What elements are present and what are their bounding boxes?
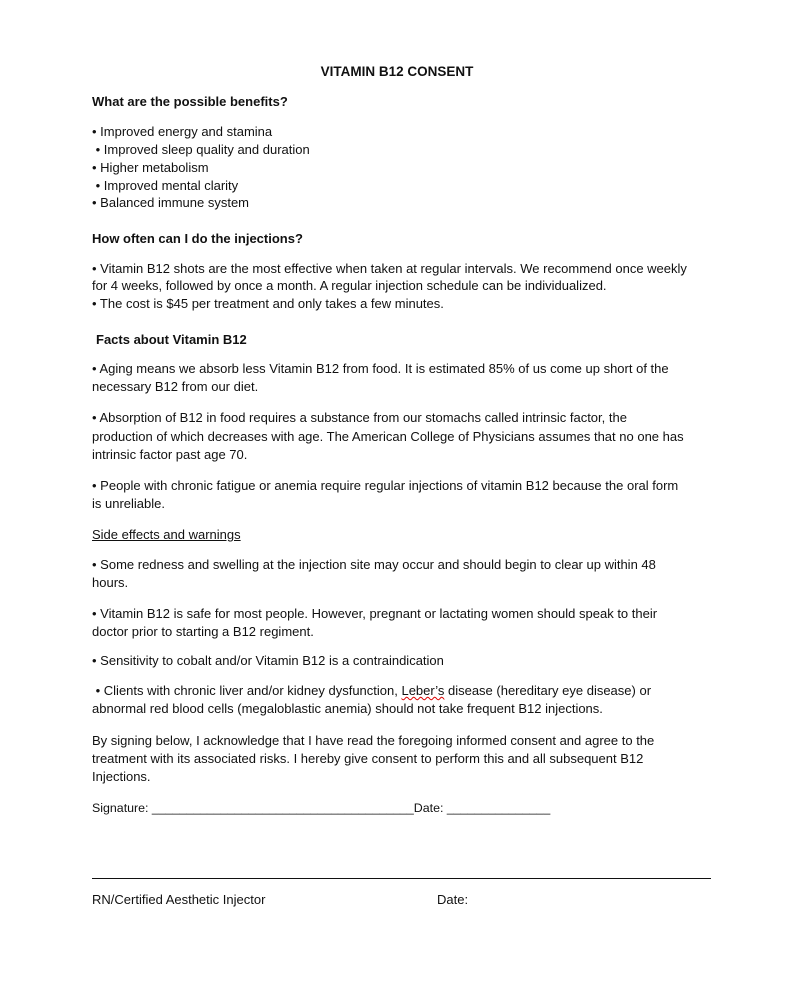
document-title: VITAMIN B12 CONSENT bbox=[320, 64, 474, 79]
list-item: • Balanced immune system bbox=[92, 195, 250, 210]
text-line: doctor prior to starting a B12 regiment. bbox=[92, 624, 314, 639]
text-line: • The cost is $45 per treatment and only takes a few minutes. bbox=[92, 296, 444, 311]
list-item: • Improved sleep quality and duration bbox=[92, 142, 310, 157]
text-line: abnormal red blood cells (megaloblastic anemia) should not take frequent B12 injections. bbox=[92, 701, 603, 716]
injector-date-label: Date: bbox=[437, 892, 469, 907]
text-line: • Some redness and swelling at the injection site may occur and should begin to clear up within 48 bbox=[92, 557, 656, 572]
text-line: treatment with its associated risks. I hereby give consent to perform this and all subsequent B12 bbox=[92, 751, 644, 766]
benefits-heading: What are the possible benefits? bbox=[92, 94, 288, 109]
text-line: • Sensitivity to cobalt and/or Vitamin B12 is a contraindication bbox=[92, 653, 444, 668]
list-item: • Improved energy and stamina bbox=[92, 124, 273, 139]
list-item: • Improved mental clarity bbox=[92, 178, 239, 193]
text-line: intrinsic factor past age 70. bbox=[92, 447, 248, 462]
text-line: • Absorption of B12 in food requires a substance from our stomachs called intrinsic factor, the bbox=[92, 410, 627, 425]
text-segment: • Clients with chronic liver and/or kidney dysfunction, bbox=[92, 683, 402, 698]
facts-heading: Facts about Vitamin B12 bbox=[96, 332, 247, 347]
text-line: production of which decreases with age. The American College of Physicians assumes that no one has bbox=[92, 429, 684, 444]
injector-label: RN/Certified Aesthetic Injector bbox=[92, 892, 266, 907]
text-line: • People with chronic fatigue or anemia require regular injections of vitamin B12 because the oral form bbox=[92, 478, 679, 493]
signature-field[interactable]: Signature: ______________________________________Date: _______________ bbox=[92, 801, 551, 815]
text-line: • Vitamin B12 shots are the most effective when taken at regular intervals. We recommend once weekly bbox=[92, 261, 687, 276]
injector-signature-line[interactable] bbox=[92, 878, 711, 879]
text-line: Injections. bbox=[92, 769, 151, 784]
text-segment: disease (hereditary eye disease) or bbox=[444, 683, 652, 698]
spellcheck-flagged-word: Leber’s bbox=[401, 683, 445, 698]
text-line bbox=[92, 683, 651, 699]
text-line: • Aging means we absorb less Vitamin B12 from food. It is estimated 85% of us come up short of the bbox=[92, 361, 669, 376]
text-line: By signing below, I acknowledge that I have read the foregoing informed consent and agree to the bbox=[92, 733, 655, 748]
text-line: is unreliable. bbox=[92, 496, 165, 511]
text-line: hours. bbox=[92, 575, 129, 590]
text-line: necessary B12 from our diet. bbox=[92, 379, 259, 394]
text-line: • Vitamin B12 is safe for most people. However, pregnant or lactating women should speak to their bbox=[92, 606, 658, 621]
frequency-heading: How often can I do the injections? bbox=[92, 231, 303, 246]
list-item: • Higher metabolism bbox=[92, 160, 209, 175]
text-line: for 4 weeks, followed by once a month. A regular injection schedule can be individualized. bbox=[92, 278, 607, 293]
side-effects-heading: Side effects and warnings bbox=[92, 527, 241, 542]
